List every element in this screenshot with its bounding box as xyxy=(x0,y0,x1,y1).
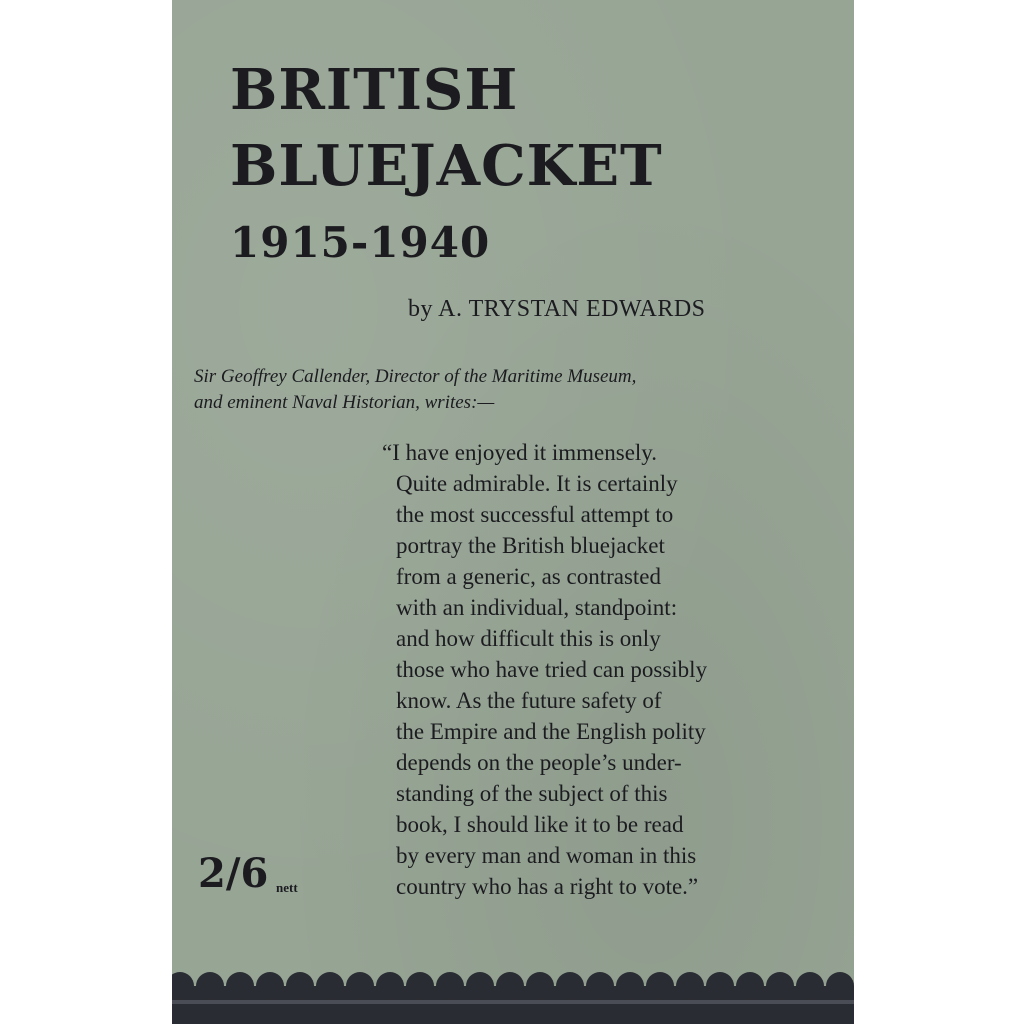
quote-line: portray the British bluejacket xyxy=(396,533,665,558)
border-scallop xyxy=(436,972,464,1000)
border-scallop xyxy=(196,972,224,1000)
border-scallop xyxy=(466,972,494,1000)
border-scallop xyxy=(586,972,614,1000)
border-scallop xyxy=(826,972,854,1000)
book-cover xyxy=(172,0,854,1024)
border-scallop xyxy=(346,972,374,1000)
border-scallop xyxy=(526,972,554,1000)
quote-line: by every man and woman in this xyxy=(396,843,697,868)
price: 2/6 xyxy=(198,850,269,897)
border-scallop xyxy=(316,972,344,1000)
title-years: 1915-1940 xyxy=(230,218,491,267)
endorser-attribution xyxy=(194,364,814,416)
price-suffix: nett xyxy=(276,880,298,895)
border-scallop xyxy=(406,972,434,1000)
quote-line: and how difficult this is only xyxy=(396,626,661,651)
border-scallop xyxy=(226,972,254,1000)
scalloped-border-icon xyxy=(172,966,854,1024)
quote-line: with an individual, standpoint: xyxy=(396,595,678,620)
border-scallop xyxy=(736,972,764,1000)
author-byline: by A. TRYSTAN EDWARDS xyxy=(408,296,706,322)
quote-line: depends on the people’s under- xyxy=(396,750,682,775)
quote-line: the Empire and the English polity xyxy=(396,719,706,744)
border-scallop xyxy=(766,972,794,1000)
quote-line: know. As the future safety of xyxy=(396,688,662,713)
endorsement-quote xyxy=(382,437,826,902)
title-line-2: BLUEJACKET xyxy=(230,133,663,199)
quote-line: country who has a right to vote.” xyxy=(396,874,699,899)
title-line-1: BRITISH xyxy=(230,57,519,123)
quote-line: book, I should like it to be read xyxy=(396,812,684,837)
border-scallop xyxy=(256,972,284,1000)
endorser-line: and eminent Naval Historian, writes:— xyxy=(194,392,495,413)
endorser-line: Sir Geoffrey Callender, Director of the Maritime Museum, xyxy=(194,366,637,387)
border-scallop xyxy=(796,972,824,1000)
quote-line: “I have enjoyed it immensely. xyxy=(382,440,658,465)
quote-line: the most successful attempt to xyxy=(396,502,674,527)
border-scallop xyxy=(496,972,524,1000)
quote-line: standing of the subject of this xyxy=(396,781,668,806)
quote-line: those who have tried can possibly xyxy=(396,657,708,682)
border-scallop xyxy=(556,972,584,1000)
border-scallop xyxy=(286,972,314,1000)
border-scallop xyxy=(676,972,704,1000)
border-scallop xyxy=(646,972,674,1000)
border-scallop xyxy=(616,972,644,1000)
scalloped-border-graphic xyxy=(172,966,854,1024)
quote-line: Quite admirable. It is certainly xyxy=(396,471,678,496)
border-scallop xyxy=(706,972,734,1000)
border-scallop xyxy=(376,972,404,1000)
quote-line: from a generic, as contrasted xyxy=(396,564,662,589)
